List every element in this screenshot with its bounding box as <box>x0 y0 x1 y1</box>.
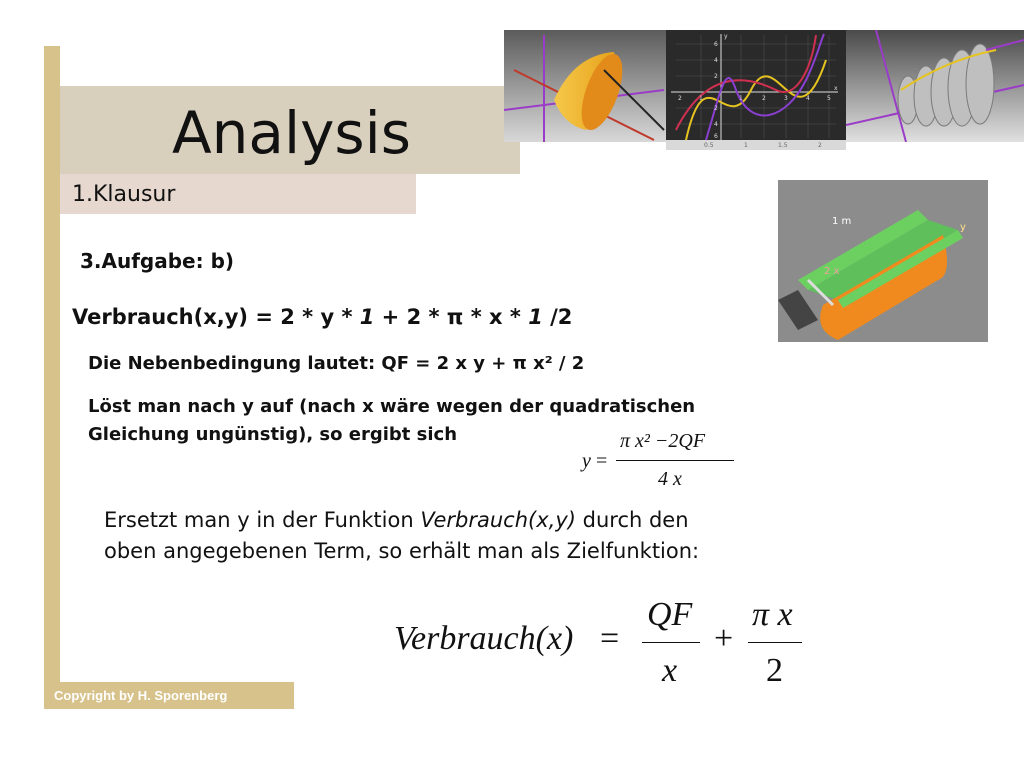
formula-y <box>580 428 740 498</box>
graph-bottom-tick: 1 <box>744 142 748 149</box>
slide-title: Analysis <box>172 99 411 167</box>
objective-frac2-denominator: 2 <box>766 652 783 689</box>
graph-bottom-tick: 1.5 <box>778 142 788 149</box>
graph-y-tick: 2 <box>714 73 718 80</box>
trough-y-label: y <box>960 222 966 233</box>
graph-x-tick: 5 <box>827 95 831 102</box>
verbrauch-one: 1 <box>359 305 375 329</box>
substitution-part-a: Ersetzt man y in der Funktion <box>104 508 421 532</box>
graph-y-tick: 4 <box>714 57 718 64</box>
solve-line-1: Löst man nach y auf (nach x wäre wegen der quadratischen <box>88 396 696 417</box>
graph-bottom-tick: 2 <box>818 142 822 149</box>
verbrauch-one-2: 1 <box>528 305 543 329</box>
constraint-text: Die Nebenbedingung lautet: QF = 2 x y + π x² / 2 <box>88 353 585 374</box>
graph-y-tick: 2 <box>714 105 718 112</box>
verbrauch-equation <box>72 305 572 329</box>
copyright-text: Copyright by H. Sporenberg <box>54 688 228 703</box>
objective-frac2-numerator: π x <box>752 596 793 633</box>
rotation-solid-image <box>846 30 1024 142</box>
objective-formula <box>392 596 812 692</box>
task-heading: 3.Aufgabe: b) <box>80 249 235 273</box>
graph-y-label: y <box>724 33 728 40</box>
objective-eq: = <box>600 620 620 657</box>
verbrauch-mid: + 2 * π * x * <box>374 305 529 329</box>
substitution-line-2: oben angegebenen Term, so erhält man als Zielfunktion: <box>104 539 700 563</box>
solve-text <box>88 393 868 449</box>
formula-y-fraction-line <box>616 460 734 461</box>
side-accent-bar <box>44 46 60 708</box>
graph-y-tick: 6 <box>714 41 718 48</box>
solve-line-2: Gleichung ungünstig), so ergibt sich <box>88 424 458 445</box>
formula-y-eq: = <box>596 450 608 472</box>
graph-bottom-tick: 0.5 <box>704 142 714 149</box>
trough-length-label: 1 m <box>832 216 852 227</box>
objective-frac1-line <box>642 642 700 643</box>
formula-y-numerator: π x² −2QF <box>620 430 706 452</box>
graph-x-tick: 1 <box>699 95 703 102</box>
substitution-text <box>104 505 864 567</box>
graph-x-tick: 3 <box>784 95 788 102</box>
verbrauch-text: Verbrauch(x,y) = 2 * y * <box>72 305 360 329</box>
graph-x-tick: 4 <box>806 95 810 102</box>
paraboloid-image <box>504 30 666 142</box>
graph-x-tick: 2 <box>762 95 766 102</box>
objective-frac1-numerator: QF <box>647 596 693 633</box>
graph-x-tick: 2 <box>678 95 682 102</box>
graph-x-tick: 1 <box>739 95 743 102</box>
substitution-part-b: durch den <box>575 508 689 532</box>
substitution-line-1 <box>104 505 864 536</box>
substitution-function: Verbrauch(x,y) <box>420 508 576 532</box>
verbrauch-end: /2 <box>542 305 573 329</box>
objective-plus: + <box>714 620 734 657</box>
graph-x-label: x <box>834 85 838 92</box>
trough-image <box>778 180 988 342</box>
graph-y-tick: 4 <box>714 121 718 128</box>
function-graph-image <box>666 30 846 150</box>
trough-width-label: 2 x <box>824 266 840 277</box>
formula-y-lhs: y <box>582 450 591 472</box>
objective-frac2-line <box>748 642 802 643</box>
slide-subtitle: 1.Klausur <box>72 182 176 207</box>
graph-y-tick: 6 <box>714 133 718 140</box>
formula-y-denominator: 4 x <box>658 468 682 490</box>
objective-lhs: Verbrauch(x) <box>394 620 574 657</box>
objective-frac1-denominator: x <box>662 652 678 689</box>
